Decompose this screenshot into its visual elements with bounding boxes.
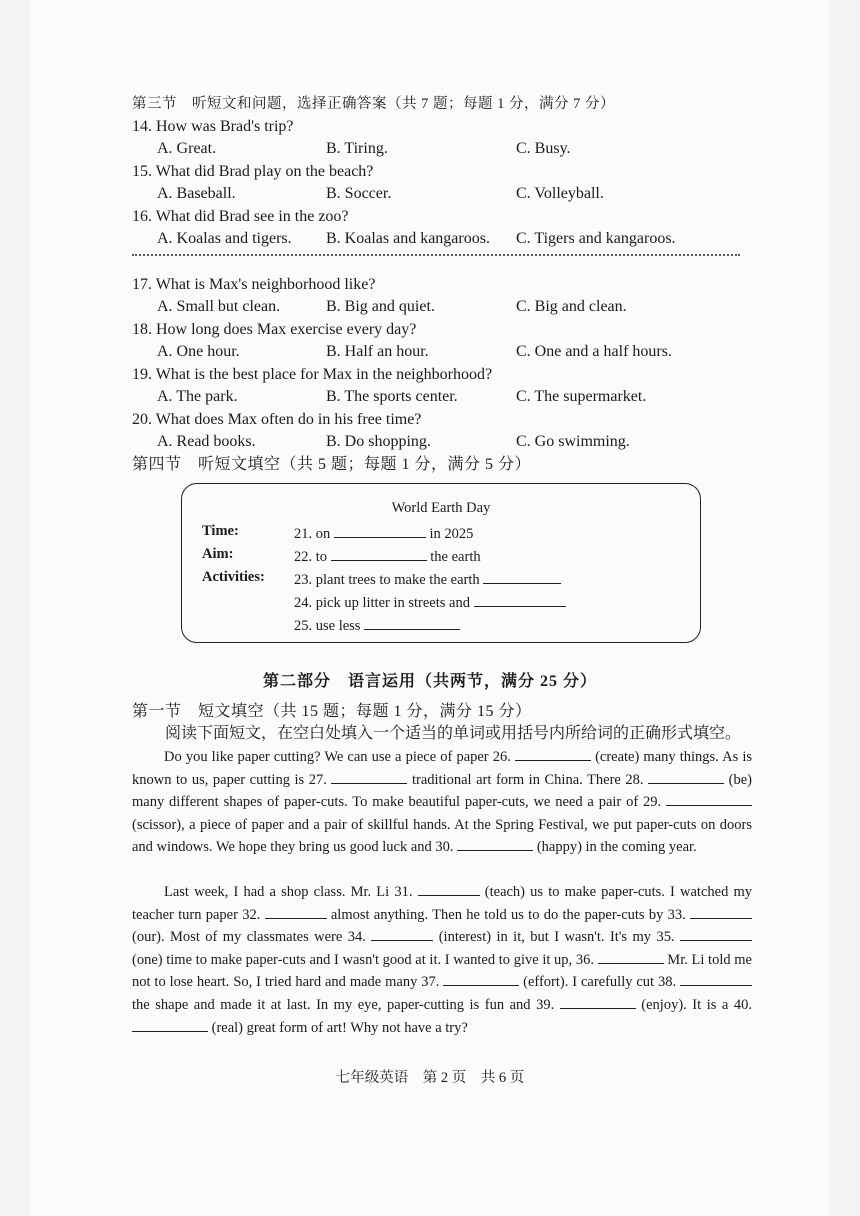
option-16a: A. Koalas and tigers. [157, 230, 292, 247]
blank-32[interactable] [265, 904, 327, 919]
item-21 [294, 523, 473, 543]
p2-text-6: (one) time to make paper-cuts and I wasn't good at it. I wanted to give it up, 36. [132, 951, 598, 968]
question-17: 17. What is Max's neighborhood like? [132, 276, 376, 293]
item-22 [294, 546, 481, 566]
option-15b: B. Soccer. [326, 185, 392, 202]
blank-35[interactable] [680, 926, 752, 941]
dotted-divider [132, 254, 740, 256]
activities-label: Activities: [202, 569, 265, 585]
option-17b: B. Big and quiet. [326, 298, 435, 315]
item-25 [294, 615, 460, 635]
part2-instruction: 阅读下面短文，在空白处填入一个适当的单词或用括号内所给词的正确形式填空。 [165, 725, 742, 742]
blank-25[interactable] [364, 615, 460, 630]
p2-text-1: Last week, I had a shop class. Mr. Li 31. [164, 884, 418, 900]
earth-day-notes-box [181, 483, 701, 643]
blank-29[interactable] [666, 791, 752, 806]
option-18a: A. One hour. [157, 343, 240, 360]
option-19c: C. The supermarket. [516, 388, 647, 405]
question-16: 16. What did Brad see in the zoo? [132, 208, 349, 225]
p1-text-5: (scissor), a piece of paper and a pair of skillful hands. At the Spring Festival, we put paper-cuts on doors and windows. We hope they bring us good luck and 30. [132, 816, 752, 856]
blank-23[interactable] [483, 569, 561, 584]
option-14c: C. Busy. [516, 140, 571, 157]
box-title: World Earth Day [391, 500, 491, 516]
blank-26[interactable] [515, 746, 591, 761]
question-18: 18. How long does Max exercise every day? [132, 321, 417, 338]
part2-title: 第二部分 语言运用（共两节，满分 25 分） [262, 673, 597, 690]
time-label: Time: [202, 523, 239, 539]
p1-text-6: (happy) in the coming year. [533, 839, 697, 856]
page-footer: 七年级英语 第 2 页 共 6 页 [335, 1070, 525, 1086]
option-15a: A. Baseball. [157, 185, 236, 202]
blank-38[interactable] [680, 971, 752, 986]
blank-34[interactable] [371, 926, 433, 941]
passage-paragraph-1 [132, 746, 752, 859]
section3-heading: 第三节 听短文和问题，选择正确答案（共 7 题；每题 1 分，满分 7 分） [132, 96, 615, 112]
option-19a: A. The park. [157, 388, 238, 405]
item-22-suffix: the earth [430, 549, 481, 565]
option-14a: A. Great. [157, 140, 217, 157]
p1-text-2: (create) many things. As is known to us, paper cutting is 27. [132, 749, 752, 788]
p1-text-1: Do you like paper cutting? We can use a piece of paper 26. [164, 749, 515, 765]
option-16b: B. Koalas and kangaroos. [326, 230, 490, 247]
blank-37[interactable] [443, 971, 519, 986]
option-17a: A. Small but clean. [157, 298, 281, 315]
aim-label: Aim: [202, 546, 234, 562]
item-22-prefix: 22. to [294, 549, 328, 565]
blank-30[interactable] [457, 836, 533, 851]
p1-text-4: (be) many different shapes of paper-cuts. To make beautiful paper-cuts, we need a pair of 29. [132, 771, 753, 811]
item-25-text: 25. use less [294, 618, 361, 634]
option-19b: B. The sports center. [326, 388, 458, 405]
blank-31[interactable] [418, 881, 480, 896]
option-15c: C. Volleyball. [516, 185, 604, 202]
option-18b: B. Half an hour. [326, 343, 429, 360]
p2-text-4: (our). Most of my classmates were 34. [132, 929, 372, 946]
question-19: 19. What is the best place for Max in the neighborhood? [132, 366, 493, 383]
p2-text-11: (real) great form of art! Why not have a try? [208, 1019, 468, 1036]
option-14b: B. Tiring. [326, 140, 388, 157]
item-24 [294, 592, 566, 612]
blank-28[interactable] [648, 769, 724, 784]
item-21-prefix: 21. on [294, 526, 331, 542]
option-20c: C. Go swimming. [516, 433, 630, 450]
blank-36[interactable] [598, 949, 664, 964]
option-16c: C. Tigers and kangaroos. [516, 230, 676, 247]
blank-24[interactable] [474, 592, 566, 607]
question-15: 15. What did Brad play on the beach? [132, 163, 374, 180]
option-20a: A. Read books. [157, 433, 256, 450]
p2-text-7: Mr. Li told me not to lose heart. So, I tried hard and made many 37. [132, 951, 752, 991]
blank-40[interactable] [132, 1017, 208, 1032]
question-20: 20. What does Max often do in his free time? [132, 411, 422, 428]
blank-39[interactable] [560, 994, 636, 1009]
section4-heading: 第四节 听短文填空（共 5 题；每题 1 分，满分 5 分） [132, 456, 532, 473]
item-21-suffix: in 2025 [429, 526, 474, 542]
blank-27[interactable] [331, 769, 407, 784]
blank-21[interactable] [334, 523, 426, 538]
p2-text-3: almost anything. Then he told us to do the paper-cuts by 33. [326, 906, 690, 923]
p2-text-9: the shape and made it at last. In my eye, paper-cutting is fun and 39. [132, 996, 560, 1013]
part2-section1-heading: 第一节 短文填空（共 15 题；每题 1 分，满分 15 分） [132, 703, 532, 720]
option-17c: C. Big and clean. [516, 298, 627, 315]
item-24-text: 24. pick up litter in streets and [294, 595, 470, 611]
item-23-text: 23. plant trees to make the earth [294, 572, 480, 588]
question-14: 14. How was Brad's trip? [132, 118, 294, 135]
blank-33[interactable] [690, 904, 752, 919]
p1-text-3: traditional art form in China. There 28. [407, 771, 649, 788]
p2-text-10: (enjoy). It is a 40. [635, 996, 752, 1013]
option-20b: B. Do shopping. [326, 433, 431, 450]
p2-text-5: (interest) in it, but I wasn't. It's my 35. [433, 929, 680, 946]
passage-paragraph-2 [132, 881, 752, 1039]
blank-22[interactable] [331, 546, 427, 561]
p2-text-2: (teach) us to make paper-cuts. I watched my teacher turn paper 32. [132, 884, 752, 923]
option-18c: C. One and a half hours. [516, 343, 672, 360]
p2-text-8: (effort). I carefully cut 38. [519, 974, 680, 991]
item-23 [294, 569, 561, 589]
